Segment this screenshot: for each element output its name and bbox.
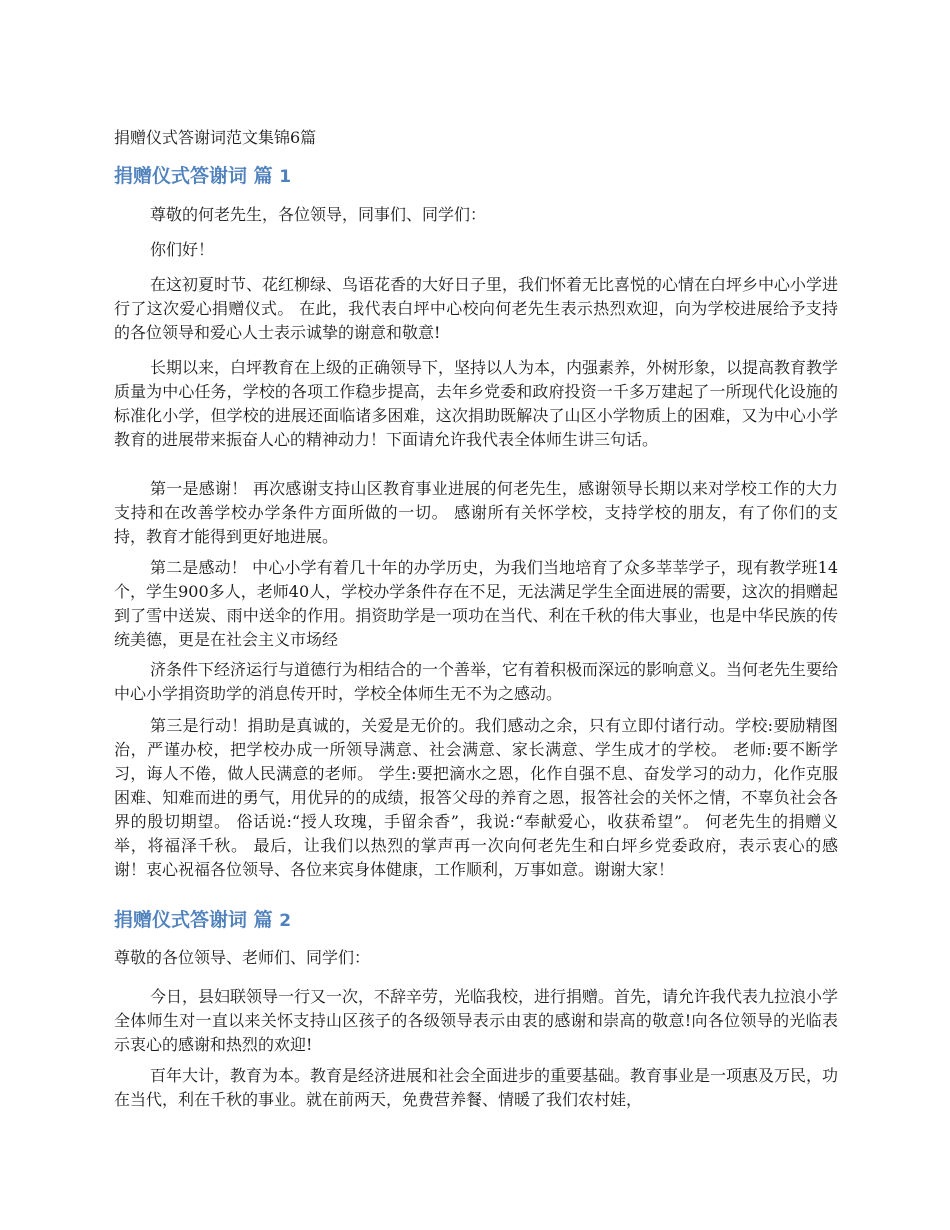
section-heading-1 <box>114 163 291 190</box>
document-title: 捐赠仪式答谢词范文集锦6篇 <box>114 128 317 147</box>
paragraph: 第二是感动！ 中心小学有着几十年的办学历史，为我们当地培育了众多莘莘学子，现有教学班14个，学生900多人，老师40人，学校办学条件存在不足，无法满足学生全面进展的需要，这次的捐赠起到了雪中送炭、雨中送伞的作用。捐资助学是一项功在当代、利在千秋的伟大事业，也是中华民族的传统美德，更是在社会主义市场经 <box>114 558 838 649</box>
paragraph: 长期以来，白坪教育在上级的正确领导下，坚持以人为本，内强素养，外树形象，以提高教育教学质量为中心任务，学校的各项工作稳步提高，去年乡党委和政府投资一千多万建起了一所现代化设施的标准化小学，但学校的进展还面临诸多困难，这次捐助既解决了山区小学物质上的困难，又为中心小学教育的进展带来振奋人心的精神动力！下面请允许我代表全体师生讲三句话。 <box>114 358 839 449</box>
paragraph: 第一是感谢！ 再次感谢支持山区教育事业进展的何老先生，感谢领导长期以来对学校工作的大力支持和在改善学校办学条件方面所做的一切。 感谢所有关怀学校，支持学校的朋友，有了你们的支持，教育才能得到更好地进展。 <box>114 479 838 546</box>
section-heading-number: 2 <box>279 911 292 931</box>
section-heading-text: 捐赠仪式答谢词 篇 <box>114 165 273 187</box>
paragraph: 百年大计，教育为本。教育是经济进展和社会全面进步的重要基础。教育事业是一项惠及万民，功在当代，利在千秋的事业。就在前两天，免费营养餐、情暖了我们农村娃， <box>114 1066 839 1109</box>
section-heading-number: 1 <box>279 167 292 187</box>
salutation: 尊敬的何老先生，各位领导，同事们、同学们： <box>150 205 487 224</box>
greeting: 你们好！ <box>150 240 215 259</box>
paragraph: 在这初夏时节、花红柳绿、鸟语花香的大好日子里，我们怀着无比喜悦的心情在白坪乡中心小学进行了这次爱心捐赠仪式。 在此，我代表白坪中心校向何老先生表示热烈欢迎，向为学校进展给予支持的各位领导和爱心人士表示诚挚的谢意和敬意! <box>114 275 839 342</box>
paragraph: 济条件下经济运行与道德行为相结合的一个善举，它有着积极而深远的影响意义。当何老先生要给中心小学捐资助学的消息传开时，学校全体师生无不为之感动。 <box>114 660 839 703</box>
salutation: 尊敬的各位领导、老师们、同学们： <box>114 948 371 967</box>
section-heading-text: 捐赠仪式答谢词 篇 <box>114 909 273 931</box>
paragraph: 今日，县妇联领导一行又一次，不辞辛劳，光临我校，进行捐赠。首先，请允许我代表九拉浪小学全体师生对一直以来关怀支持山区孩子的各级领导表示由衷的感谢和崇高的敬意!向各位领导的光临表示衷心的感谢和热烈的欢迎! <box>114 987 839 1054</box>
paragraph: 第三是行动！捐助是真诚的，关爱是无价的。我们感动之余，只有立即付诸行动。学校:要励精图治，严谨办校，把学校办成一所领导满意、社会满意、家长满意、学生成才的学校。 老师:要不断学习，诲人不倦，做人民满意的老师。 学生:要把滴水之恩，化作自强不息、奋发学习的动力，化作克服困难、知难而进的勇气，用优异的的成绩，报答父母的养育之恩，报答社会的关怀之情，不辜负社会各界的殷切期望。 俗话说:“授人玫瑰，手留余香”，我说:“奉献爱心，收获希望”。 何老先生的捐赠义举，将福泽千秋。 最后，让我们以热烈的掌声再一次向何老先生和白坪乡党委政府，表示衷心的感谢！衷心祝福各位领导、各位来宾身体健康，工作顺利，万事如意。谢谢大家！ <box>114 716 838 879</box>
section-heading-2 <box>114 907 291 934</box>
